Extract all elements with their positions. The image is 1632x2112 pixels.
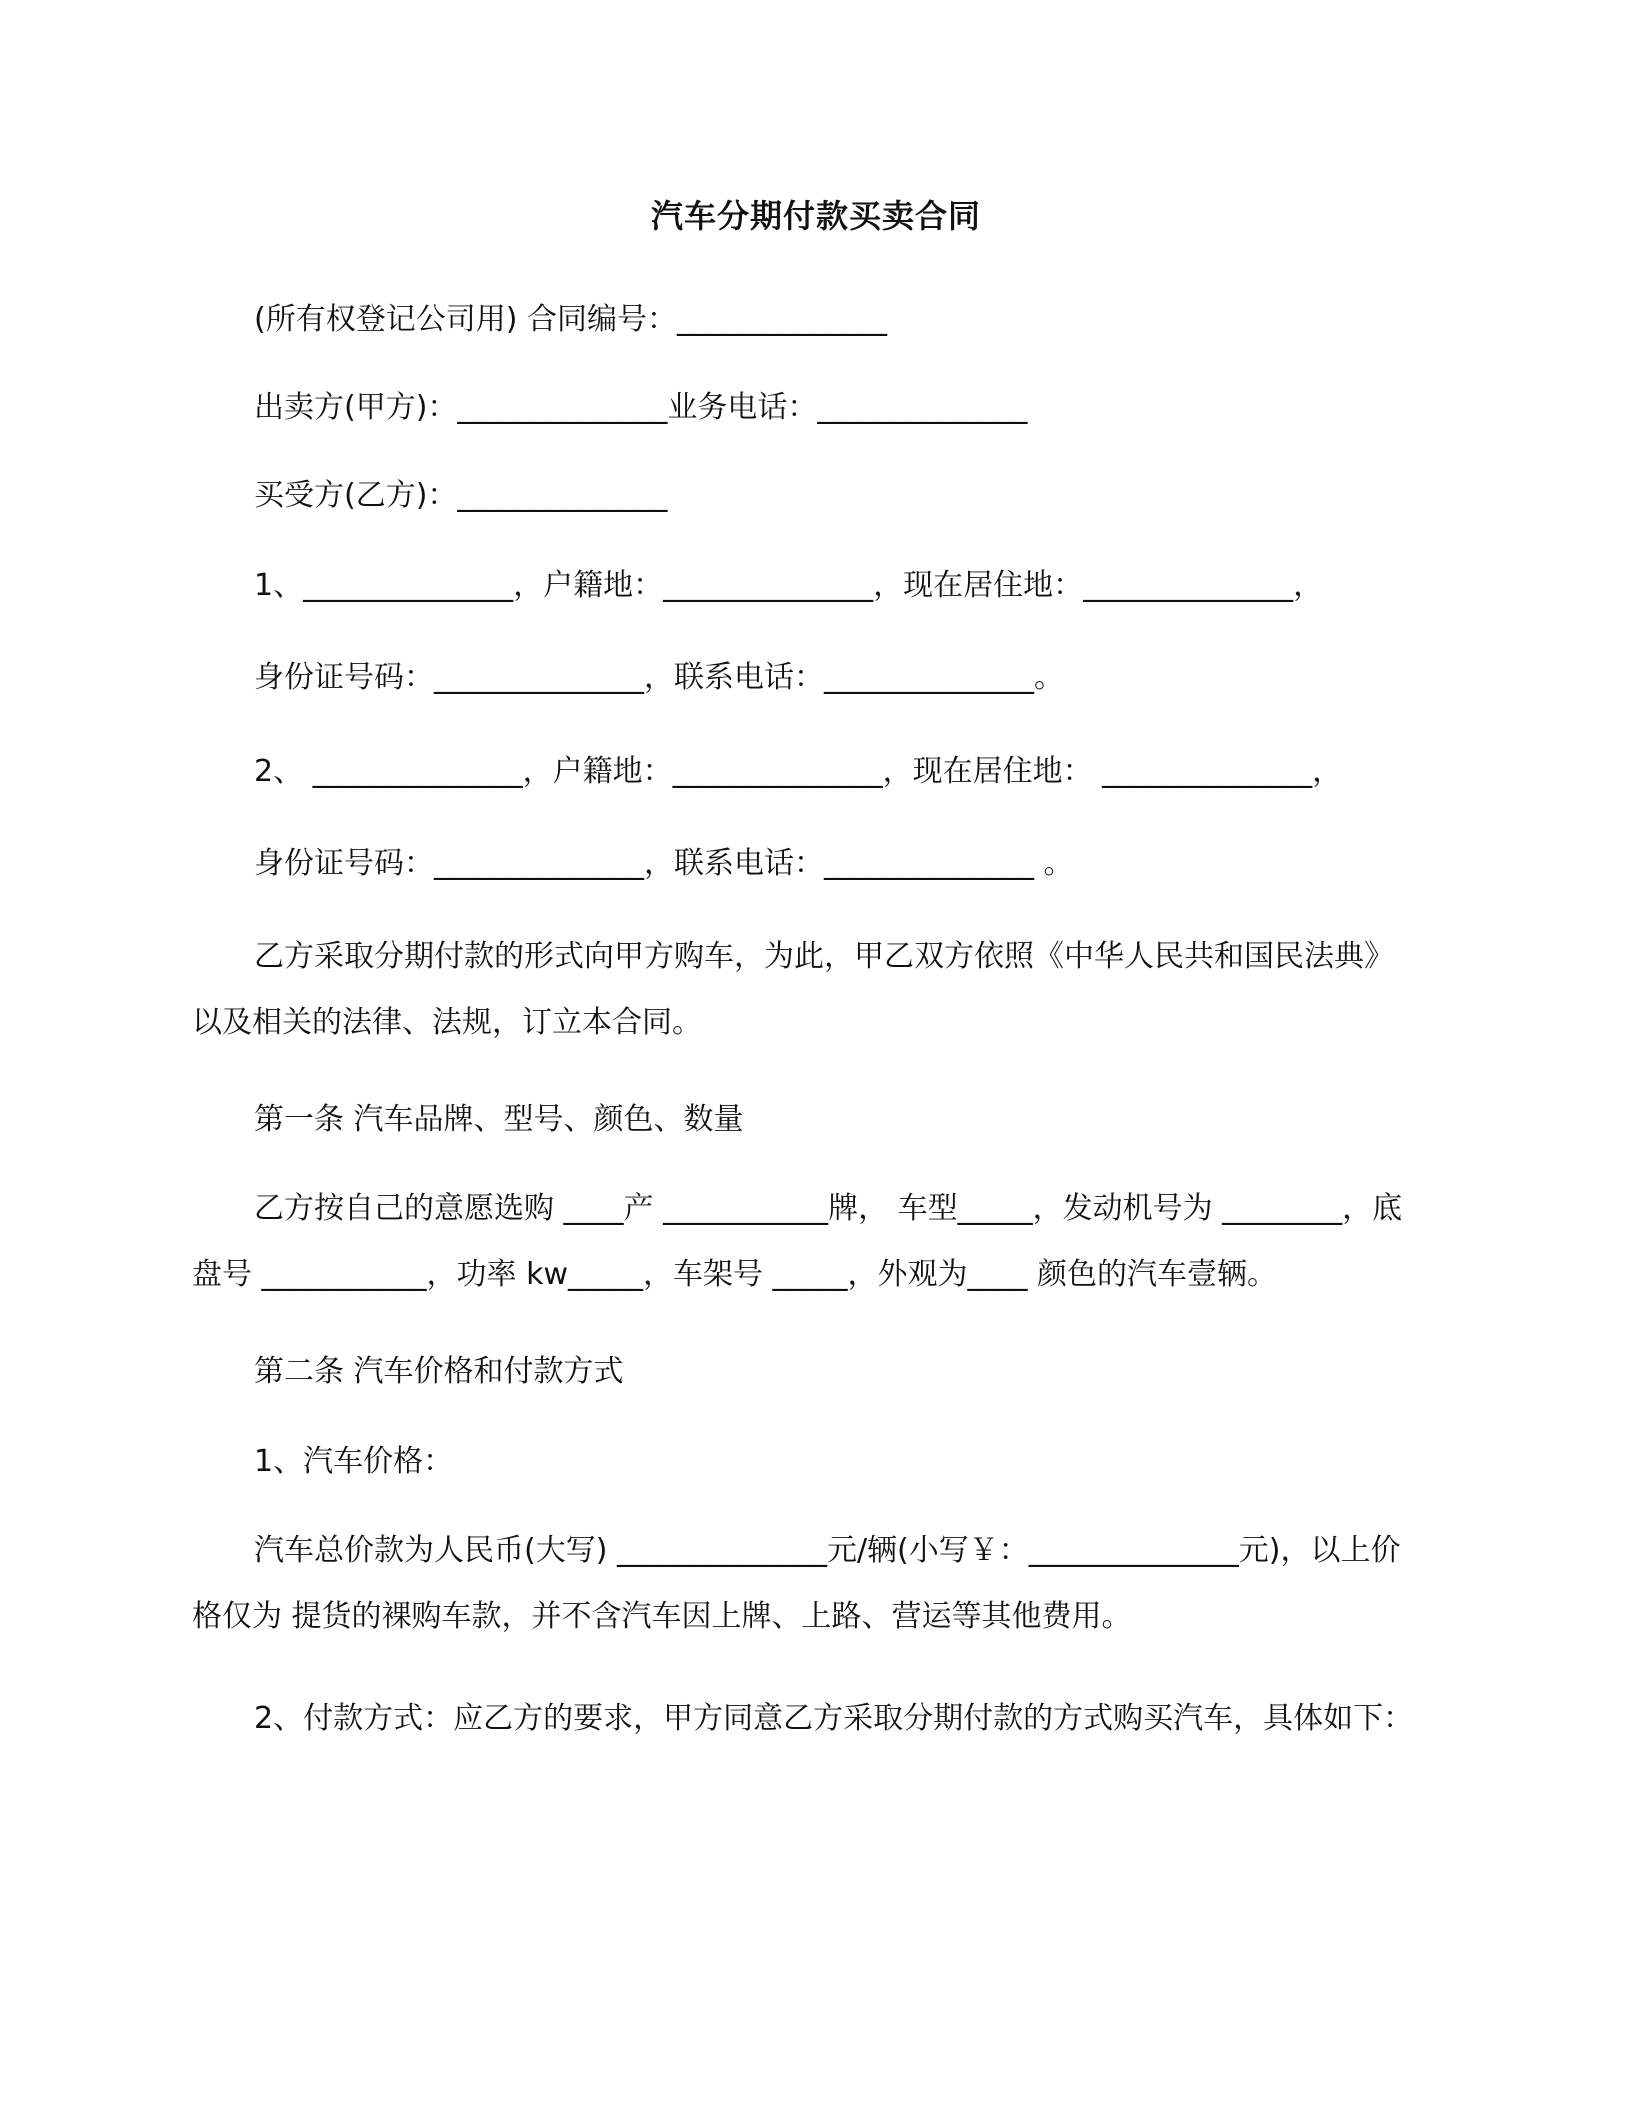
article-2-heading: 第二条 汽车价格和付款方式 — [254, 1354, 624, 1389]
price-paragraph: 汽车总价款为人民币(大写) ______________元/辆(小写￥：______________元)，以上价格仅为 提货的裸购车款，并不含汽车因上牌、上路、营运等其他费用。 — [192, 1533, 1401, 1634]
article-1-body: 乙方按自己的意愿选购 ____产 ___________牌， 车型_____，发动机号为 ________，底盘号 ___________，功率 kw_____，车架号 _____，外观为____ 颜色的汽车壹辆。 — [192, 1191, 1403, 1292]
payment-paragraph: 2、付款方式：应乙方的要求，甲方同意乙方采取分期付款的方式购买汽车，具体如下： — [254, 1701, 1414, 1736]
seller-line: 出卖方(甲方)：______________业务电话：______________ — [254, 390, 1028, 425]
intro-paragraph: 乙方采取分期付款的形式向甲方购车，为此，甲乙双方依照《中华人民共和国民法典》以及相关的法律、法规，订立本合同。 — [192, 939, 1394, 1040]
page-title: 汽车分期付款买卖合同 — [650, 197, 981, 235]
contract-number-line: (所有权登记公司用) 合同编号：______________ — [254, 302, 887, 337]
buyer-line: 买受方(乙方)：______________ — [254, 478, 668, 513]
buyer-2-id-line: 身份证号码：______________，联系电话：______________ 。 — [254, 846, 1074, 881]
article-1-heading: 第一条 汽车品牌、型号、颜色、数量 — [254, 1102, 744, 1137]
buyer-2-address-line: 2、 ______________，户籍地：______________，现在居住地： ______________， — [254, 754, 1343, 789]
price-heading: 1、汽车价格： — [254, 1444, 454, 1479]
buyer-1-id-line: 身份证号码：______________，联系电话：______________。 — [254, 660, 1064, 695]
buyer-1-address-line: 1、______________，户籍地：______________，现在居住地：______________， — [254, 568, 1324, 603]
